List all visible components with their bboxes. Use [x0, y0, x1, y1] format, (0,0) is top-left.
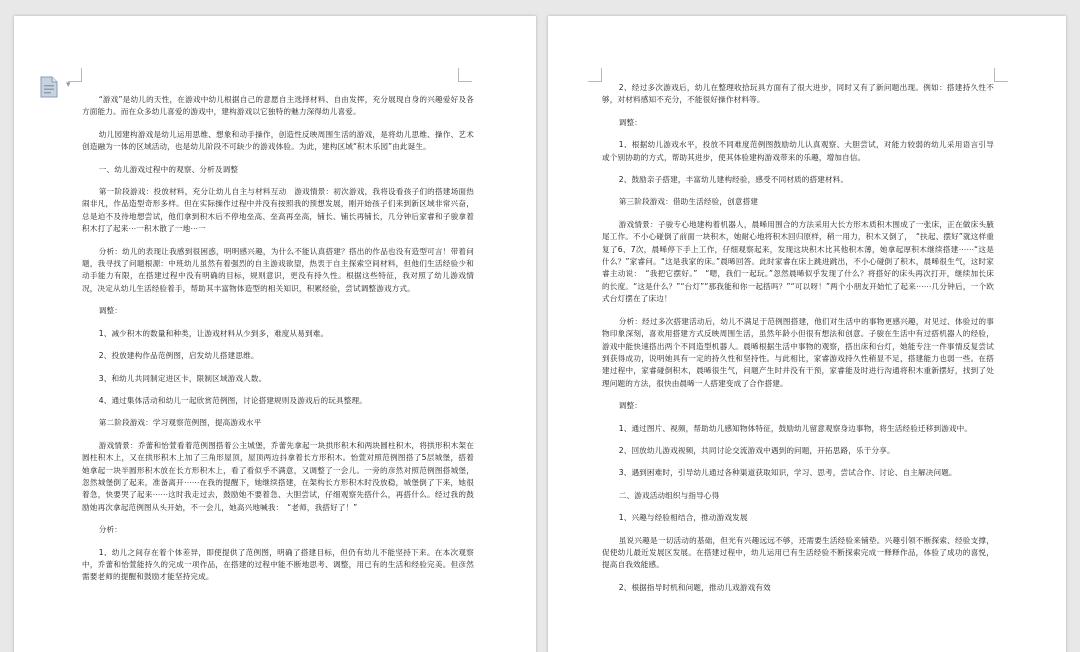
paragraph: 分析：幼儿的表现让我感到很困惑，明明感兴趣，为什么不能认真搭建？搭出的作品也没有造型可言！带着问题，我寻找了问题根源：中班幼儿虽然有着强烈的自主游戏欲望，热衷于自主探索空间材料，但他们生活经验少和动手能力有限，在搭建过程中没有明确的目标，规则意识，更没有持久性。根据这些特征，我对照了幼儿游戏情况，决定从幼儿生活经验着手，帮助其丰富物体造型的相关知识，积累经验，尝试调整游戏方式。	[82, 246, 474, 293]
paragraph: 分析：	[98, 525, 122, 535]
page-corner-mark	[588, 68, 602, 82]
paragraph: 分析：经过多次搭建活动后，幼儿不满足于范例图搭建，他们对生活中的事物更感兴趣，对见过、体验过的事物印象深刻，喜欢用搭建方式反映周围生活，虽然年龄小但很有想法和创意。子骏在生活中有过搭机器人的经验，游戏中能快速搭出两个不同造型机器人。晨晞根据生活中事物的观察，搭出床和台灯，她能专注一件事情反复尝试到获得成功，说明她具有一定的持久性和坚持性。与此相比，家睿游戏持久性稍显不足，搭建能力也弱一些。在搭建过程中，家睿碰倒积木，晨晞很生气，问题产生时并没有干预，家睿能及时进行沟通将积木重新摆好，找到了处理问题的方法，很快由晨晞一人搭建变成了合作搭建。	[602, 316, 994, 388]
document-icon[interactable]	[40, 76, 58, 98]
list-item: 1、根据幼儿游戏水平，投放不同难度范例图鼓励幼儿认真观察、大胆尝试，对能力较弱的幼儿采用语言引导或个别协助的方式，帮助其进步，使其体验建构游戏带来的乐趣，增加自信。	[602, 140, 994, 162]
section-heading: 二、游戏活动组织与指导心得	[618, 490, 720, 500]
section-heading: 一、幼儿游戏过程中的观察、分析及调整	[98, 164, 239, 174]
subsection-heading: 2、根据指导时机和问题，推动儿戏游戏有效	[618, 582, 771, 592]
document-body-left	[82, 94, 474, 594]
document-page-right	[548, 16, 1066, 652]
paragraph: 1、幼儿之间存在着个体差异，即使提供了范例图，明确了搭建目标，但仍有幼儿不能坚持下来。在本次观察中，乔蕾和怡萱能持久的完成一项作品，在搭建的过程中能不断地思考、调整，用已有的生活和经验完美。但彦然需要老师的提醒和鼓励才能坚持完成。	[82, 547, 474, 582]
paragraph: 虽说兴趣是一切活动的基础，但光有兴趣远远不够，还需要生活经验来铺垫。兴趣引领不断探索、经验支撑，促使幼儿最近发展区发展。在搭建过程中，幼儿运用已有生活经验不断探索完成一释释作品，体验了成功的喜悦，提高自我效能感。	[602, 535, 994, 570]
paragraph: 调整：	[618, 117, 642, 127]
list-item: 2、鼓励亲子搭建，丰富幼儿建构经验，感受不同材质的搭建材料。	[618, 175, 849, 185]
paragraph: 第一阶段游戏：投放材料，充分让幼儿自主与材料互动 游戏情景：初次游戏，我将设看孩子们的搭建场面热闹非凡，作品造型奇形多样。但在实际操作过程中并没有按照我的预想发展，刚开始孩子们来到新区域非常兴奋，总是迫不及待地想尝试，他们拿到积木后不停地垒高、垒高再垒高，铺长、铺长再铺长，几分钟后家睿和子骏拿着积木打了起来⋯一积木散了一地⋯一	[82, 187, 474, 234]
list-item: 1、减少积木的数量和种类，让游戏材料从少到多，难度从易到难。	[98, 328, 329, 338]
paragraph: 调整：	[98, 306, 122, 316]
paragraph: 调整：	[618, 401, 642, 411]
section-heading: 第三阶段游戏：借助生活经验，创意搭建	[618, 197, 759, 207]
paragraph: “游戏”是幼儿的天性，在游戏中幼儿根据自己的意愿自主选择材料、自由发挥，充分展现自身的兴趣爱好及各方面能力。而在众多幼儿喜爱的游戏中，建构游戏以它独特的魅力深得幼儿喜爱。	[82, 95, 474, 117]
list-item: 3、遇到困难时，引导幼儿通过各种渠道获取知识，学习、思考，尝试合作、讨论、自主解决问题。	[618, 468, 957, 478]
list-item: 1、通过图片、视频，帮助幼儿感知物体特征，鼓励幼儿留意观察身边事物，将生活经验迁移到游戏中。	[618, 423, 973, 433]
paragraph: 幼儿园建构游戏是幼儿运用思维、想象和动手操作，创造性反映周围生活的游戏，是将幼儿思维、操作、艺术创造融为一体的区域活动，也是幼儿阶段不可缺少的游戏体验。为此，建构区域“积木乐园”由此诞生。	[82, 129, 474, 152]
paragraph: 游戏情景：子骏专心地建构着机器人，晨晞用围合的方法采用大长方形木质积木围成了一张床，正在做床头腋尾工作。不小心碰倒了前面一块积木，她耐心地将积木回归原样，稍一用力，积木又倒了， “扶起、摆好”就这样重复了6、7次，晨晞停下手上工作，仔细观察起来，发现这块积木比其他积木薄，她拿起厚积木继续搭建⋯⋯“这是什么？”家睿问。“这是我家的床。”晨晞回答。此时家睿在床上跳进跳出，不小心碰倒了积木，晨晞很生气，这时家睿主动说： “我把它摆好。” “嗯，我们一起玩。”忽然晨晞似乎发现了什么？将搭好的床头再次打开，继续加长床的长度。“这是什么？”“台灯”“那我能和你一起搭吗？”“可以呀！”两个小朋友开始忙了起来⋯⋯几分钟后，一个欧式台灯摆在了床边！	[602, 219, 994, 304]
document-body-right	[602, 82, 994, 604]
subsection-heading: 1、兴趣与经验相结合，推动游戏发展	[618, 513, 748, 523]
list-item: 4、通过集体活动和幼儿一起欣赏范例图，讨论搭建规则及游戏后的玩具整理。	[98, 395, 367, 405]
list-item: 2、回放幼儿游戏视频，共同讨论交流游戏中遇到的问题，开拓思路，乐于分享。	[618, 445, 895, 455]
list-item: 3、和幼儿共同制定进区卡，限制区域游戏人数。	[98, 373, 267, 383]
document-page-left	[14, 16, 536, 652]
caret-down-icon[interactable]: ▾	[66, 80, 71, 90]
list-item: 2、投放建构作品范例图，启发幼儿搭建思维。	[98, 351, 259, 361]
page-corner-mark	[994, 68, 1008, 82]
page-corner-mark	[458, 68, 472, 82]
paragraph: 游戏情景：乔蕾和怡萱看着范例图搭着公主城堡，乔蕾先拿起一块拱形积木和两块圆柱积木，将拱形积木架在圆柱积木上，又在拱形积木上加了三角形屋顶，屋顶两边抖拿着长方形积木。怡萱对照范例图搭了5层城堡，搭着她拿起一块半圆形积木放在长方形积木上，看了看似乎不满意，又调整了一会儿。一旁的彦然对照范例图搭城堡，忽然城堡倒了起来，准备离开⋯⋯在我的提醒下，她继续搭建，在架构长方形积木时没放稳，城堡倒了下来，她很着急，快要哭了起来⋯⋯这时我走过去，鼓励她不要着急、大胆尝试，仔细观察先搭什么，再搭什么。经过我的鼓励她再次拿起范例图从头开始，不一会儿，她高兴地喊我： “老师，我搭好了！”	[82, 440, 474, 512]
paragraph: 2、经过多次游戏后，幼儿在整理收拾玩具方面有了很大进步，同时又有了新问题出现。例如：搭建持久性不够，对材料感知不充分，不能很好操作材料等。	[602, 83, 994, 105]
section-heading: 第二阶段游戏：学习观察范例图，提高游戏水平	[98, 418, 262, 428]
